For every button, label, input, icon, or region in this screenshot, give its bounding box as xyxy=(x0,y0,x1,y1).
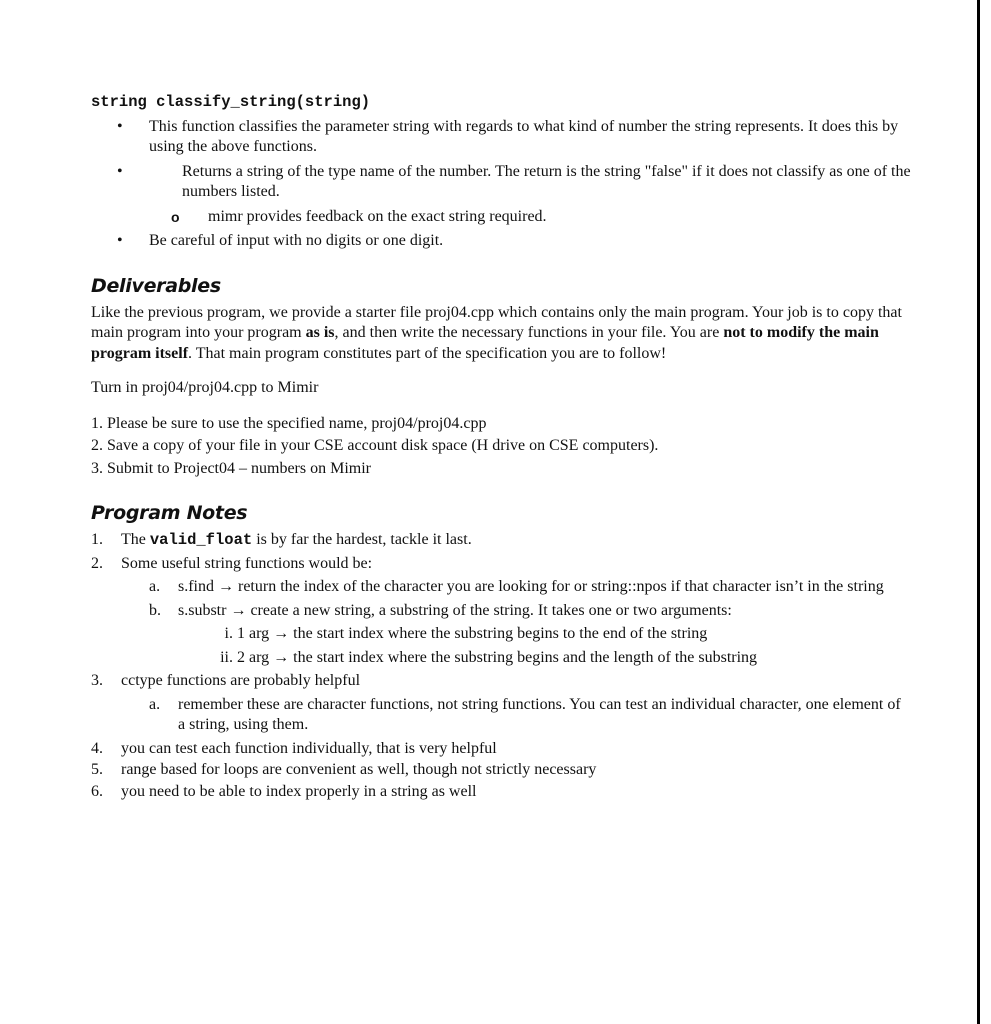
note-subitem xyxy=(91,577,911,598)
note-item xyxy=(91,782,911,803)
list-roman: ii. xyxy=(220,648,233,666)
step-line: 1. Please be sure to use the specified name, proj04/proj04.cpp xyxy=(91,414,487,432)
list-number: 6. xyxy=(91,782,103,800)
note-subsubitem xyxy=(91,624,911,645)
bullet-item xyxy=(91,231,911,252)
note-subitem xyxy=(91,601,911,622)
note-text: cctype functions are probably helpful xyxy=(121,672,361,689)
text-run: , and then write the necessary functions in your file. You are xyxy=(334,324,724,341)
text-run: is by far the hardest, tackle it last. xyxy=(252,531,472,548)
list-number: 4. xyxy=(91,739,103,757)
text-run: . That main program constitutes part of the specification you are to follow! xyxy=(188,344,667,362)
deliverables-paragraph xyxy=(91,303,911,365)
margin-strip xyxy=(980,0,991,1024)
step-line: 2. Save a copy of your file in your CSE account disk space (H drive on CSE computers). xyxy=(91,437,659,454)
circle-bullet-icon: o xyxy=(171,208,180,225)
text-run: The xyxy=(121,531,150,548)
document-content xyxy=(91,92,911,802)
bullet-text: Returns a string of the type name of the number. The return is the string "false" if it does not classify as one of the numbers listed. xyxy=(182,162,911,200)
code-text: valid_float xyxy=(149,531,253,549)
list-letter: a. xyxy=(149,578,161,595)
bullet-text: Be careful of input with no digits or one digit. xyxy=(149,232,444,249)
text-run: Like the previous program, we provide a starter file proj04.cpp which contains only the main program. Your job is to copy that main program into your program xyxy=(91,303,902,341)
turn-in-line: Turn in proj04/proj04.cpp to Mimir xyxy=(91,379,319,396)
note-text: 2 arg → the start index where the substring begins and the length of the substring xyxy=(237,648,758,666)
note-subsubitem xyxy=(91,648,911,669)
bullet-item xyxy=(91,162,911,203)
sub-bullet-text: mimr provides feedback on the exact string required. xyxy=(208,207,547,225)
note-item xyxy=(91,739,911,760)
sub-bullet-item xyxy=(91,207,911,228)
list-letter: a. xyxy=(149,695,161,713)
note-text: 1 arg → the start index where the substring begins to the end of the string xyxy=(237,625,708,642)
note-text: s.find → return the index of the character you are looking for or string::npos if that character isn’t in the string xyxy=(178,578,884,595)
note-item xyxy=(91,554,911,575)
bullet-icon: • xyxy=(117,162,123,180)
bold-text: as is xyxy=(305,324,335,341)
note-text: remember these are character functions, not string functions. You can test an individual character, one element of a string, using them. xyxy=(178,695,901,733)
note-text: s.substr → create a new string, a substring of the string. It takes one or two arguments: xyxy=(178,601,732,619)
note-item xyxy=(91,530,911,551)
list-letter: b. xyxy=(149,601,161,619)
bullet-item xyxy=(91,117,911,158)
list-number: 3. xyxy=(91,672,103,689)
list-roman: i. xyxy=(224,625,233,642)
step-line: 3. Submit to Project04 – numbers on Mimir xyxy=(91,459,371,477)
note-text: range based for loops are convenient as well, though not strictly necessary xyxy=(121,761,597,778)
deliverables-heading: Deliverables xyxy=(91,274,221,297)
list-number: 2. xyxy=(91,554,103,572)
list-number: 5. xyxy=(91,761,103,778)
note-item xyxy=(91,671,911,692)
program-notes-heading: Program Notes xyxy=(91,502,248,524)
note-text: you can test each function individually, that is very helpful xyxy=(121,739,497,757)
function-signature: string classify_string(string) xyxy=(91,93,371,111)
note-item xyxy=(91,760,911,781)
note-subitem xyxy=(91,695,911,736)
bullet-icon: • xyxy=(117,117,123,135)
bullet-text: This function classifies the parameter string with regards to what kind of number the string represents. It does this by using the above functions. xyxy=(149,117,899,155)
list-number: 1. xyxy=(91,531,103,548)
note-text: Some useful string functions would be: xyxy=(121,554,373,572)
bullet-icon: • xyxy=(117,232,123,249)
note-text: you need to be able to index properly in a string as well xyxy=(121,782,477,800)
bold-text: not to modify the main program itself xyxy=(91,324,879,362)
